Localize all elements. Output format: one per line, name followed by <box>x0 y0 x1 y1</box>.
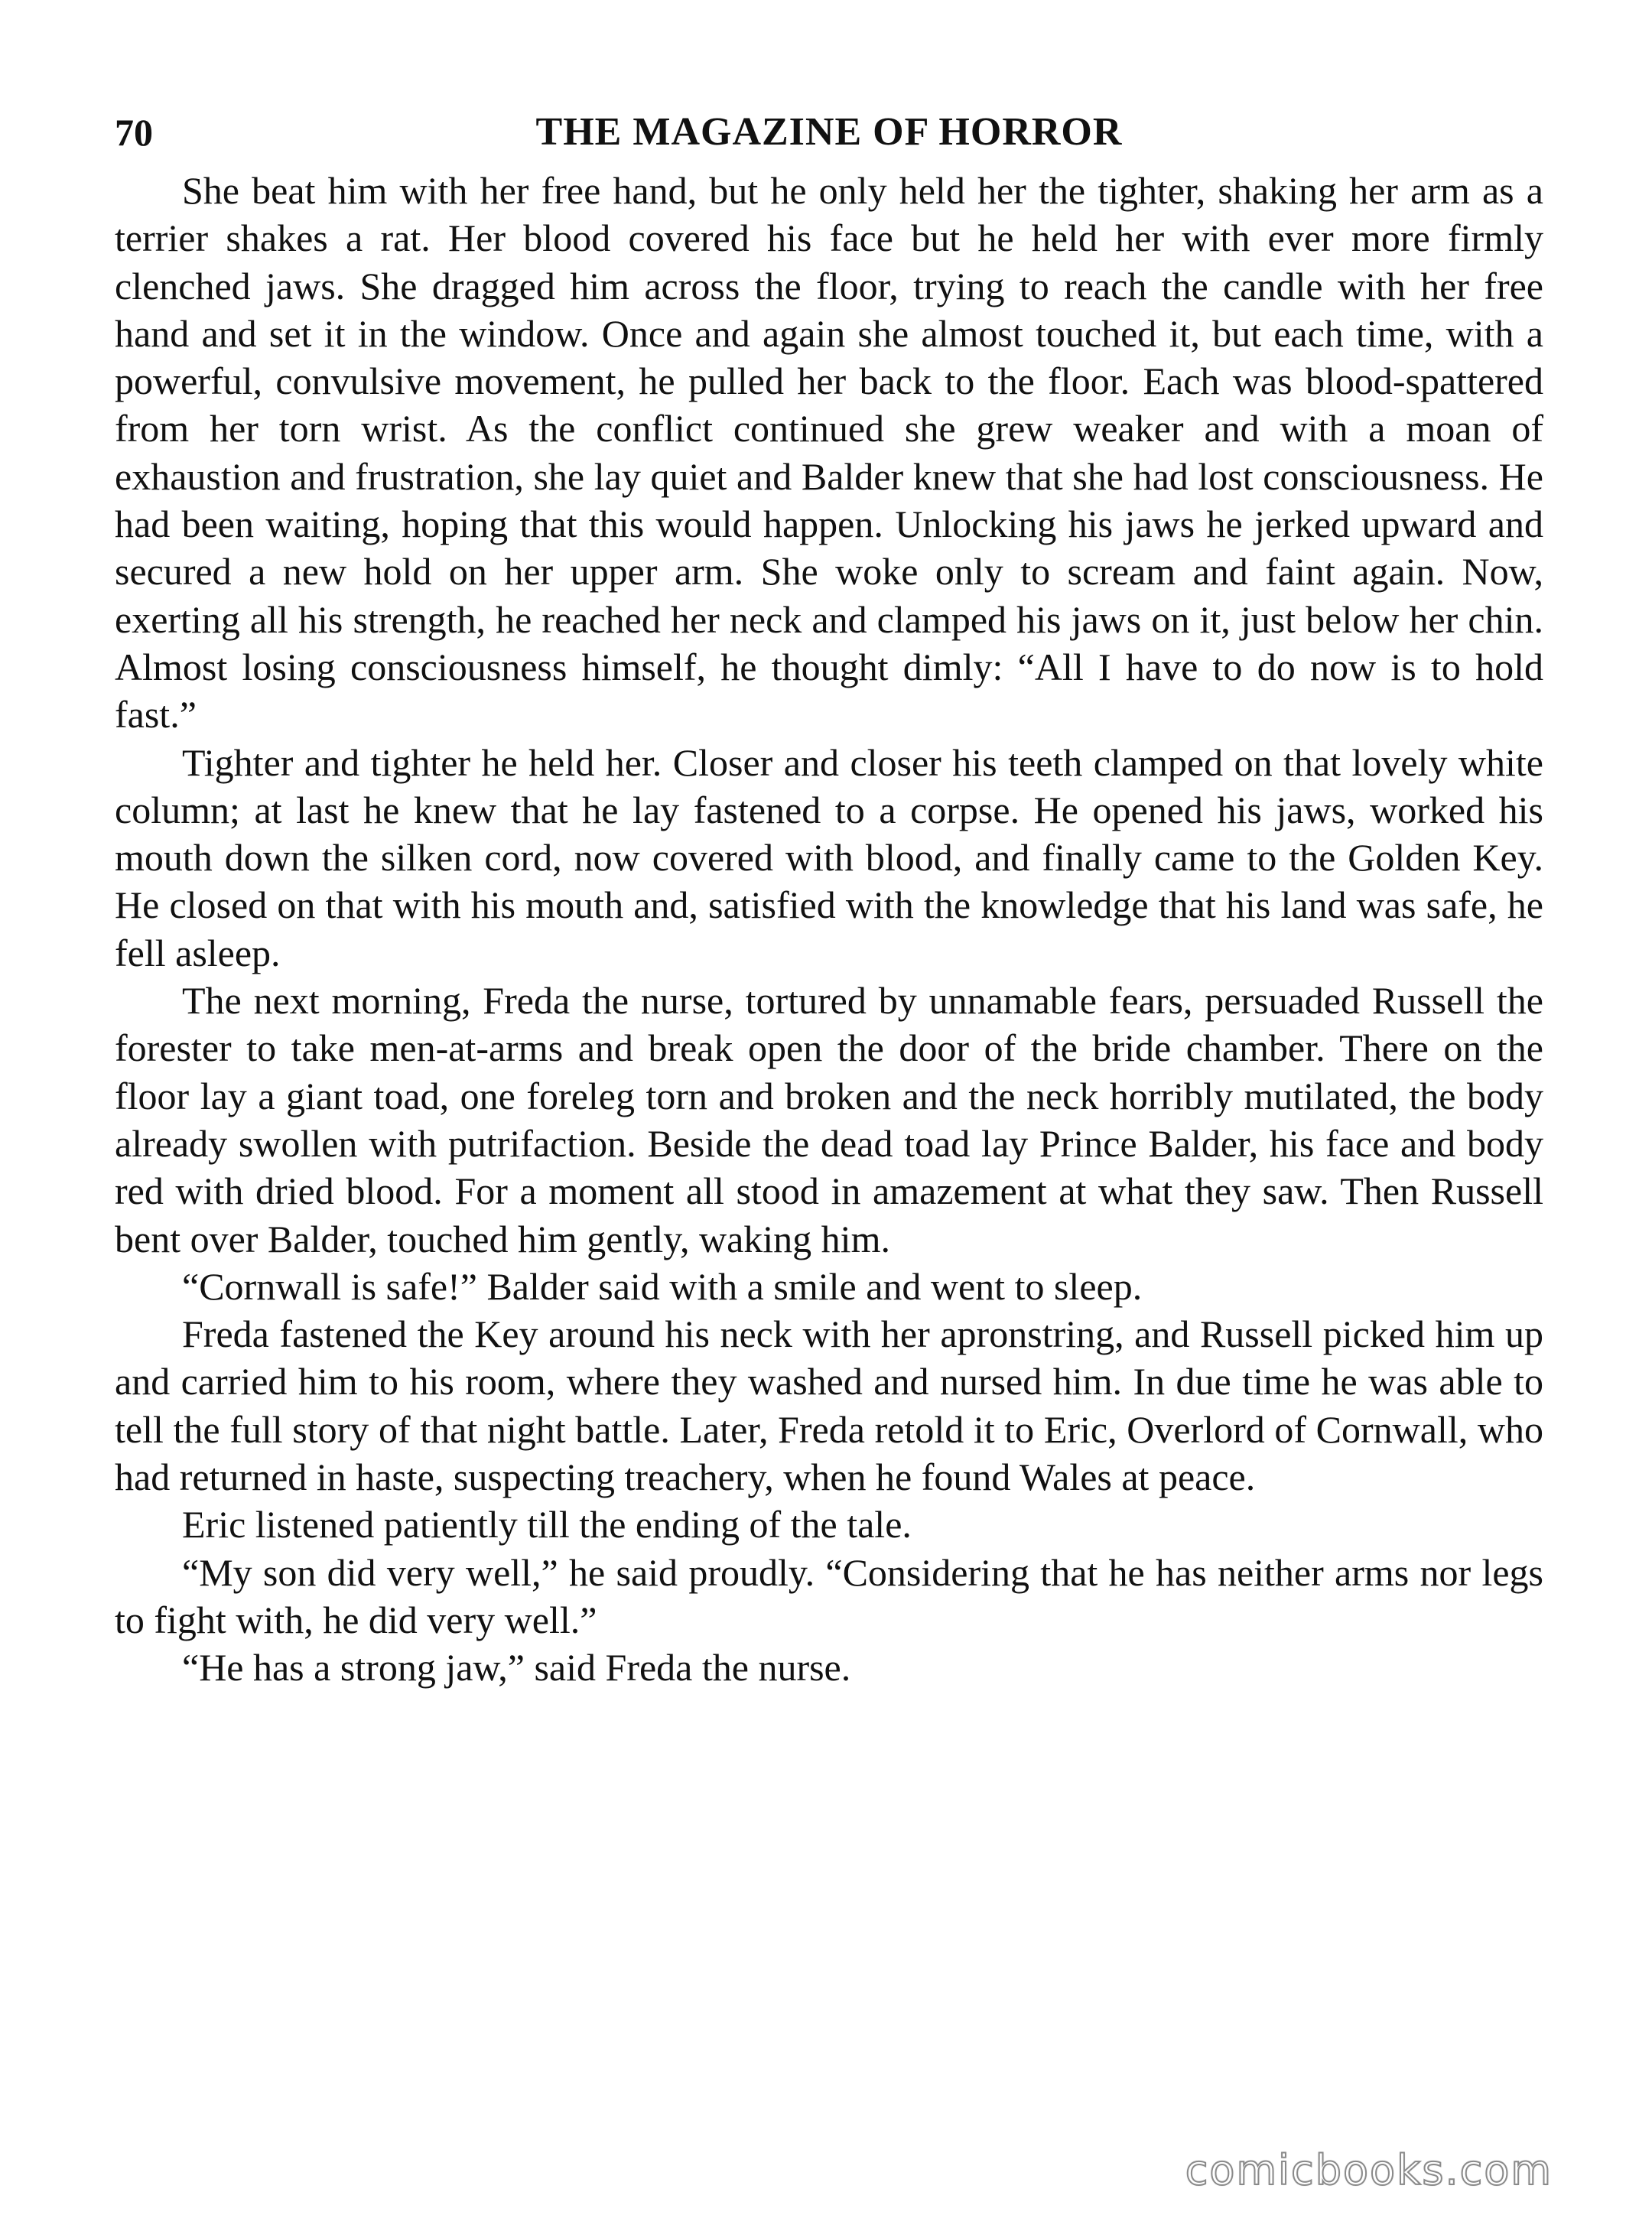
paragraph-3: The next morning, Freda the nurse, tortured by unnamable fears, persuaded Russell the forester to take men-at-arms and break open the door of the bride chamber. There on the floor lay a giant toad, one foreleg torn and broken and the neck horribly mutilated, the body already swollen with putrifaction. Beside the dead toad lay Prince Balder, his face and body red with dried blood. For a moment all stood in amazement at what they saw. Then Russell bent over Balder, touched him gently, waking him. <box>115 979 1543 1260</box>
page-number: 70 <box>115 111 153 154</box>
paragraph-4: “Cornwall is safe!” Balder said with a smile and went to sleep. <box>182 1264 1143 1308</box>
paragraph-5: Freda fastened the Key around his neck with her apronstring, and Russell picked him up and carried him to his room, where they washed and nursed him. In due time he was able to tell the full story of that night battle. Later, Freda retold it to Eric, Overlord of Cornwall, who had returned in haste, suspecting treachery, when he found Wales at peace. <box>115 1312 1543 1499</box>
paragraph-8: “He has a strong jaw,” said Freda the nurse. <box>182 1646 851 1690</box>
paragraph-7: “My son did very well,” he said proudly. “Considering that he has neither arms nor legs to fight with, he did very well.” <box>115 1550 1543 1641</box>
paragraph-2: Tighter and tighter he held her. Closer and closer his teeth clamped on that lovely white column; at last he knew that he lay fastened to a corpse. He opened his jaws, worked his mouth down the silken cord, now covered with blood, and finally came to the Golden Key. He closed on that with his mouth and, satisfied with the knowledge that his land was safe, he fell asleep. <box>115 740 1543 974</box>
paragraph-6: Eric listened patiently till the ending of the tale. <box>182 1503 912 1546</box>
running-title: THE MAGAZINE OF HORROR <box>535 110 1123 154</box>
watermark-logo: comicbooks.com <box>1185 2146 1553 2194</box>
paragraph-1: She beat him with her free hand, but he only held her the tighter, shaking her arm as a terrier shakes a rat. Her blood covered his face but he held her with ever more firmly clenched jaws. She dragged him across the floor, trying to reach the candle with her free hand and set it in the window. Once and again she almost touched it, but each time, with a powerful, convulsive movement, he pulled her back to the floor. Each was blood-spattered from her torn wrist. As the conflict continued she grew weaker and with a moan of exhaustion and frustration, she lay quiet and Balder knew that she had lost consciousness. He had been waiting, hoping that this would happen. Unlocking his jaws he jerked upward and secured a new hold on her upper arm. She woke only to scream and faint again. Now, exerting all his strength, he reached her neck and clamped his jaws on it, just below her chin. Almost losing consciousness himself, he thought dimly: “All I have to do now is to hold fast.” <box>115 169 1543 737</box>
page-header <box>115 106 1543 159</box>
story-text <box>115 167 1543 1692</box>
